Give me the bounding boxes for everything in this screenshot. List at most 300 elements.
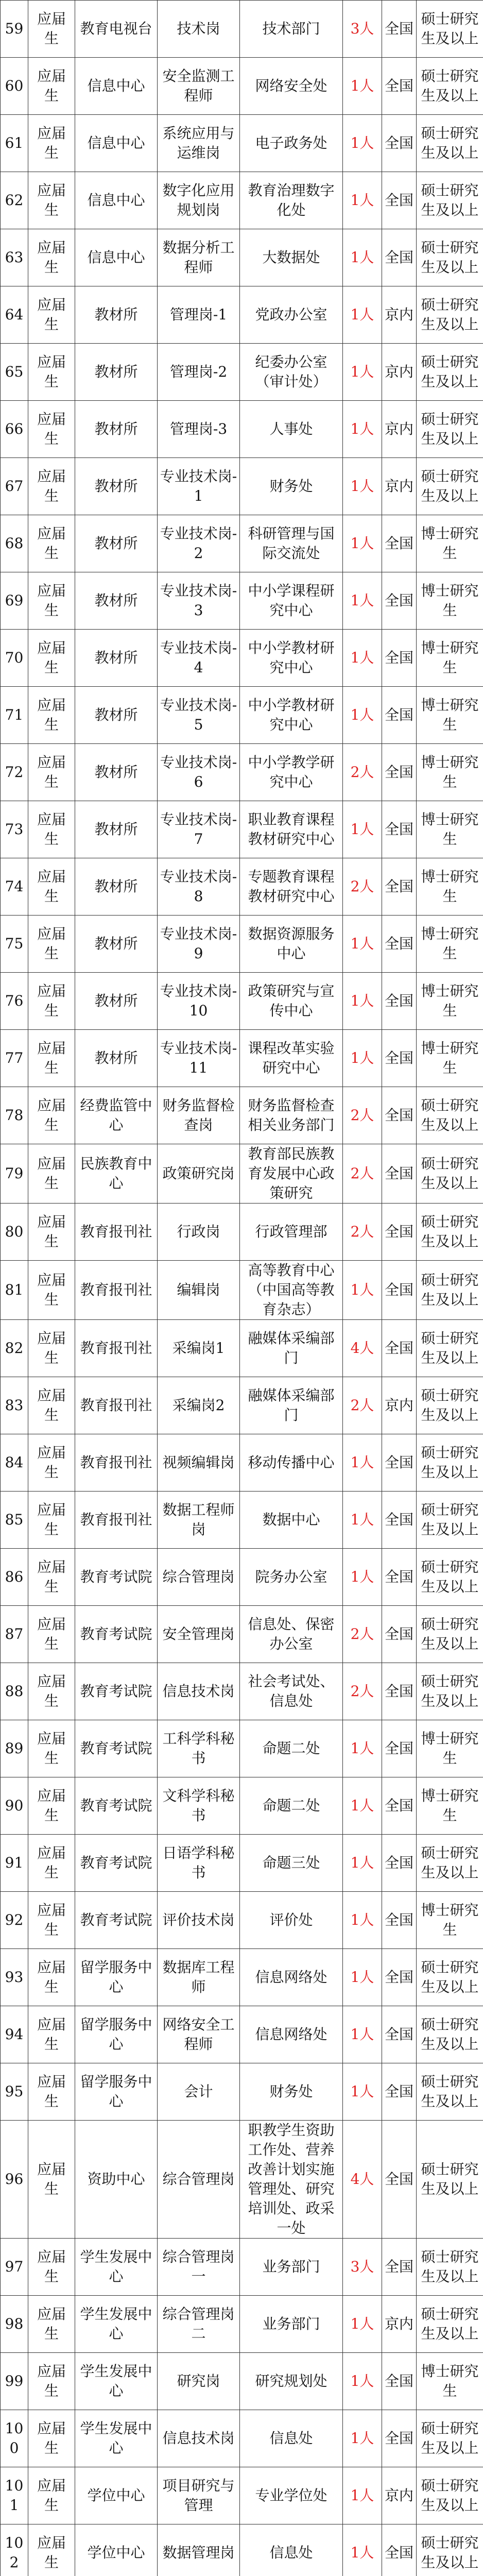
- department-cell: 融媒体采编部门: [240, 1377, 343, 1434]
- headcount-cell: 1人: [343, 115, 382, 172]
- recruit-scope-cell: 全国: [382, 1030, 417, 1087]
- row-number-cell: 91: [1, 1835, 28, 1892]
- unit-name-cell: 教材所: [75, 801, 158, 858]
- applicant-type-cell: 应届生: [28, 1892, 75, 1949]
- recruit-scope-cell: 京内: [382, 458, 417, 515]
- table-row: [1, 1835, 483, 1892]
- unit-name-cell: 教材所: [75, 630, 158, 687]
- row-number-cell: 66: [1, 401, 28, 458]
- row-number-cell: 72: [1, 744, 28, 801]
- applicant-type-cell: 应届生: [28, 1030, 75, 1087]
- recruit-scope-cell: 全国: [382, 744, 417, 801]
- table-row: [1, 630, 483, 687]
- applicant-type-cell: 应届生: [28, 1144, 75, 1204]
- department-cell: 研究规划处: [240, 2353, 343, 2410]
- education-requirement-cell: 硕士研究生及以上: [417, 2239, 483, 2296]
- recruit-scope-cell: 全国: [382, 1, 417, 58]
- applicant-type-cell: 应届生: [28, 115, 75, 172]
- table-row: [1, 229, 483, 286]
- unit-name-cell: 学生发展中心: [75, 2239, 158, 2296]
- education-requirement-cell: 硕士研究生及以上: [417, 1949, 483, 2006]
- headcount-cell: 1人: [343, 2524, 382, 2576]
- table-row: [1, 2006, 483, 2063]
- department-cell: 教育部民族教育发展中心政策研究: [240, 1144, 343, 1204]
- headcount-cell: 4人: [343, 1320, 382, 1377]
- table-row: [1, 1549, 483, 1606]
- unit-name-cell: 信息中心: [75, 172, 158, 229]
- table-row: [1, 2524, 483, 2576]
- recruit-scope-cell: 全国: [382, 58, 417, 115]
- post-name-cell: 专业技术岗-9: [158, 916, 240, 973]
- unit-name-cell: 民族教育中心: [75, 1144, 158, 1204]
- headcount-cell: 1人: [343, 916, 382, 973]
- applicant-type-cell: 应届生: [28, 2006, 75, 2063]
- row-number-cell: 61: [1, 115, 28, 172]
- applicant-type-cell: 应届生: [28, 630, 75, 687]
- applicant-type-cell: 应届生: [28, 973, 75, 1030]
- education-requirement-cell: 硕士研究生及以上: [417, 1835, 483, 1892]
- post-name-cell: 信息技术岗: [158, 2410, 240, 2467]
- row-number-cell: 82: [1, 1320, 28, 1377]
- applicant-type-cell: 应届生: [28, 229, 75, 286]
- headcount-cell: 1人: [343, 58, 382, 115]
- headcount-cell: 1人: [343, 2467, 382, 2524]
- row-number-cell: 69: [1, 572, 28, 630]
- applicant-type-cell: 应届生: [28, 1087, 75, 1144]
- department-cell: 信息处: [240, 2524, 343, 2576]
- post-name-cell: 项目研究与管理: [158, 2467, 240, 2524]
- applicant-type-cell: 应届生: [28, 2353, 75, 2410]
- row-number-cell: 77: [1, 1030, 28, 1087]
- education-requirement-cell: 硕士研究生及以上: [417, 344, 483, 401]
- education-requirement-cell: 硕士研究生及以上: [417, 1377, 483, 1434]
- post-name-cell: 网络安全工程师: [158, 2006, 240, 2063]
- education-requirement-cell: 硕士研究生及以上: [417, 2467, 483, 2524]
- table-row: [1, 1320, 483, 1377]
- row-number-cell: 100: [1, 2410, 28, 2467]
- recruit-scope-cell: 全国: [382, 973, 417, 1030]
- recruit-scope-cell: 全国: [382, 2353, 417, 2410]
- applicant-type-cell: 应届生: [28, 1204, 75, 1261]
- unit-name-cell: 教材所: [75, 401, 158, 458]
- row-number-cell: 86: [1, 1549, 28, 1606]
- row-number-cell: 92: [1, 1892, 28, 1949]
- unit-name-cell: 教育考试院: [75, 1777, 158, 1835]
- headcount-cell: 1人: [343, 458, 382, 515]
- unit-name-cell: 教材所: [75, 744, 158, 801]
- table-row: [1, 687, 483, 744]
- table-row: [1, 858, 483, 916]
- row-number-cell: 102: [1, 2524, 28, 2576]
- post-name-cell: 专业技术岗-11: [158, 1030, 240, 1087]
- education-requirement-cell: 硕士研究生及以上: [417, 1663, 483, 1720]
- post-name-cell: 综合管理岗: [158, 2121, 240, 2239]
- unit-name-cell: 教材所: [75, 858, 158, 916]
- recruit-scope-cell: 全国: [382, 687, 417, 744]
- post-name-cell: 评价技术岗: [158, 1892, 240, 1949]
- post-name-cell: 文科学科秘书: [158, 1777, 240, 1835]
- table-row: [1, 2410, 483, 2467]
- recruit-scope-cell: 全国: [382, 801, 417, 858]
- headcount-cell: 1人: [343, 344, 382, 401]
- unit-name-cell: 教育报刊社: [75, 1204, 158, 1261]
- headcount-cell: 1人: [343, 2353, 382, 2410]
- table-row: [1, 1, 483, 58]
- table-row: [1, 1663, 483, 1720]
- headcount-cell: 2人: [343, 1204, 382, 1261]
- table-row: [1, 2296, 483, 2353]
- education-requirement-cell: 硕士研究生及以上: [417, 1320, 483, 1377]
- department-cell: 人事处: [240, 401, 343, 458]
- education-requirement-cell: 硕士研究生及以上: [417, 1, 483, 58]
- table-body: [1, 1, 483, 2576]
- table-row: [1, 1377, 483, 1434]
- post-name-cell: 数字化应用规划岗: [158, 172, 240, 229]
- post-name-cell: 数据工程师岗: [158, 1492, 240, 1549]
- post-name-cell: 数据库工程师: [158, 1949, 240, 2006]
- education-requirement-cell: 硕士研究生及以上: [417, 458, 483, 515]
- department-cell: 纪委办公室（审计处）: [240, 344, 343, 401]
- recruit-scope-cell: 全国: [382, 858, 417, 916]
- department-cell: 政策研究与宣传中心: [240, 973, 343, 1030]
- recruit-scope-cell: 全国: [382, 1087, 417, 1144]
- applicant-type-cell: 应届生: [28, 1, 75, 58]
- row-number-cell: 89: [1, 1720, 28, 1777]
- row-number-cell: 96: [1, 2121, 28, 2239]
- department-cell: 业务部门: [240, 2239, 343, 2296]
- headcount-cell: 1人: [343, 1892, 382, 1949]
- table-row: [1, 1144, 483, 1204]
- unit-name-cell: 教育考试院: [75, 1720, 158, 1777]
- recruit-scope-cell: 全国: [382, 1720, 417, 1777]
- unit-name-cell: 教育考试院: [75, 1549, 158, 1606]
- education-requirement-cell: 硕士研究生及以上: [417, 1087, 483, 1144]
- recruit-scope-cell: 全国: [382, 2239, 417, 2296]
- unit-name-cell: 信息中心: [75, 58, 158, 115]
- post-name-cell: 专业技术岗-10: [158, 973, 240, 1030]
- recruit-scope-cell: 京内: [382, 344, 417, 401]
- row-number-cell: 64: [1, 286, 28, 344]
- applicant-type-cell: 应届生: [28, 801, 75, 858]
- row-number-cell: 73: [1, 801, 28, 858]
- unit-name-cell: 留学服务中心: [75, 2006, 158, 2063]
- department-cell: 社会考试处、信息处: [240, 1663, 343, 1720]
- recruit-scope-cell: 全国: [382, 1606, 417, 1663]
- education-requirement-cell: 硕士研究生及以上: [417, 1434, 483, 1492]
- headcount-cell: 1人: [343, 572, 382, 630]
- post-name-cell: 专业技术岗-2: [158, 515, 240, 572]
- headcount-cell: 1人: [343, 1949, 382, 2006]
- table-row: [1, 2063, 483, 2121]
- row-number-cell: 81: [1, 1261, 28, 1320]
- post-name-cell: 信息技术岗: [158, 1663, 240, 1720]
- recruit-scope-cell: 全国: [382, 1835, 417, 1892]
- applicant-type-cell: 应届生: [28, 1777, 75, 1835]
- post-name-cell: 管理岗-3: [158, 401, 240, 458]
- post-name-cell: 数据管理岗: [158, 2524, 240, 2576]
- education-requirement-cell: 博士研究生: [417, 1030, 483, 1087]
- headcount-cell: 1人: [343, 2063, 382, 2121]
- table-row: [1, 286, 483, 344]
- table-row: [1, 916, 483, 973]
- table-row: [1, 458, 483, 515]
- education-requirement-cell: 硕士研究生及以上: [417, 172, 483, 229]
- department-cell: 中小学教材研究中心: [240, 630, 343, 687]
- headcount-cell: 1人: [343, 1777, 382, 1835]
- department-cell: 信息网络处: [240, 1949, 343, 2006]
- table-row: [1, 1434, 483, 1492]
- unit-name-cell: 信息中心: [75, 115, 158, 172]
- education-requirement-cell: 博士研究生: [417, 687, 483, 744]
- unit-name-cell: 教材所: [75, 344, 158, 401]
- row-number-cell: 97: [1, 2239, 28, 2296]
- post-name-cell: 编辑岗: [158, 1261, 240, 1320]
- applicant-type-cell: 应届生: [28, 172, 75, 229]
- unit-name-cell: 教育电视台: [75, 1, 158, 58]
- department-cell: 党政办公室: [240, 286, 343, 344]
- education-requirement-cell: 博士研究生: [417, 630, 483, 687]
- applicant-type-cell: 应届生: [28, 515, 75, 572]
- applicant-type-cell: 应届生: [28, 1434, 75, 1492]
- unit-name-cell: 教育考试院: [75, 1892, 158, 1949]
- education-requirement-cell: 硕士研究生及以上: [417, 2063, 483, 2121]
- recruit-scope-cell: 全国: [382, 1204, 417, 1261]
- education-requirement-cell: 博士研究生: [417, 744, 483, 801]
- unit-name-cell: 经费监管中心: [75, 1087, 158, 1144]
- applicant-type-cell: 应届生: [28, 1492, 75, 1549]
- unit-name-cell: 学位中心: [75, 2524, 158, 2576]
- recruit-scope-cell: 全国: [382, 1892, 417, 1949]
- table-row: [1, 1261, 483, 1320]
- headcount-cell: 3人: [343, 1, 382, 58]
- department-cell: 高等教育中心（中国高等教育杂志）: [240, 1261, 343, 1320]
- department-cell: 技术部门: [240, 1, 343, 58]
- education-requirement-cell: 硕士研究生及以上: [417, 1549, 483, 1606]
- department-cell: 中小学教学研究中心: [240, 744, 343, 801]
- row-number-cell: 95: [1, 2063, 28, 2121]
- applicant-type-cell: 应届生: [28, 1949, 75, 2006]
- headcount-cell: 4人: [343, 2121, 382, 2239]
- headcount-cell: 2人: [343, 744, 382, 801]
- row-number-cell: 99: [1, 2353, 28, 2410]
- unit-name-cell: 教育报刊社: [75, 1377, 158, 1434]
- unit-name-cell: 资助中心: [75, 2121, 158, 2239]
- row-number-cell: 80: [1, 1204, 28, 1261]
- applicant-type-cell: 应届生: [28, 344, 75, 401]
- education-requirement-cell: 硕士研究生及以上: [417, 2410, 483, 2467]
- applicant-type-cell: 应届生: [28, 2296, 75, 2353]
- recruit-scope-cell: 全国: [382, 630, 417, 687]
- department-cell: 财务监督检查相关业务部门: [240, 1087, 343, 1144]
- headcount-cell: 1人: [343, 1492, 382, 1549]
- recruit-scope-cell: 全国: [382, 1434, 417, 1492]
- education-requirement-cell: 硕士研究生及以上: [417, 1144, 483, 1204]
- unit-name-cell: 教育报刊社: [75, 1492, 158, 1549]
- unit-name-cell: 教材所: [75, 1030, 158, 1087]
- unit-name-cell: 学位中心: [75, 2467, 158, 2524]
- education-requirement-cell: 硕士研究生及以上: [417, 2524, 483, 2576]
- department-cell: 命题二处: [240, 1720, 343, 1777]
- post-name-cell: 专业技术岗-6: [158, 744, 240, 801]
- department-cell: 网络安全处: [240, 58, 343, 115]
- row-number-cell: 87: [1, 1606, 28, 1663]
- department-cell: 命题三处: [240, 1835, 343, 1892]
- post-name-cell: 政策研究岗: [158, 1144, 240, 1204]
- post-name-cell: 系统应用与运维岗: [158, 115, 240, 172]
- post-name-cell: 综合管理岗: [158, 1549, 240, 1606]
- applicant-type-cell: 应届生: [28, 2410, 75, 2467]
- applicant-type-cell: 应届生: [28, 1549, 75, 1606]
- row-number-cell: 59: [1, 1, 28, 58]
- post-name-cell: 视频编辑岗: [158, 1434, 240, 1492]
- headcount-cell: 1人: [343, 687, 382, 744]
- education-requirement-cell: 硕士研究生及以上: [417, 286, 483, 344]
- row-number-cell: 62: [1, 172, 28, 229]
- table-row: [1, 2353, 483, 2410]
- row-number-cell: 79: [1, 1144, 28, 1204]
- unit-name-cell: 教材所: [75, 687, 158, 744]
- headcount-cell: 1人: [343, 1720, 382, 1777]
- education-requirement-cell: 博士研究生: [417, 1892, 483, 1949]
- department-cell: 财务处: [240, 458, 343, 515]
- department-cell: 职教学生资助工作处、营养改善计划实施管理处、研究培训处、政采一处: [240, 2121, 343, 2239]
- row-number-cell: 75: [1, 916, 28, 973]
- table-row: [1, 1204, 483, 1261]
- applicant-type-cell: 应届生: [28, 401, 75, 458]
- row-number-cell: 65: [1, 344, 28, 401]
- unit-name-cell: 教育考试院: [75, 1835, 158, 1892]
- unit-name-cell: 教材所: [75, 916, 158, 973]
- table-row: [1, 172, 483, 229]
- recruit-scope-cell: 全国: [382, 572, 417, 630]
- row-number-cell: 76: [1, 973, 28, 1030]
- department-cell: 教育治理数字化处: [240, 172, 343, 229]
- unit-name-cell: 学生发展中心: [75, 2410, 158, 2467]
- applicant-type-cell: 应届生: [28, 286, 75, 344]
- headcount-cell: 1人: [343, 2410, 382, 2467]
- department-cell: 评价处: [240, 1892, 343, 1949]
- recruit-scope-cell: 京内: [382, 2296, 417, 2353]
- row-number-cell: 88: [1, 1663, 28, 1720]
- department-cell: 信息处、保密办公室: [240, 1606, 343, 1663]
- post-name-cell: 专业技术岗-4: [158, 630, 240, 687]
- applicant-type-cell: 应届生: [28, 2063, 75, 2121]
- department-cell: 行政管理部: [240, 1204, 343, 1261]
- headcount-cell: 3人: [343, 2239, 382, 2296]
- table-row: [1, 344, 483, 401]
- recruit-scope-cell: 京内: [382, 401, 417, 458]
- education-requirement-cell: 硕士研究生及以上: [417, 1261, 483, 1320]
- department-cell: 业务部门: [240, 2296, 343, 2353]
- recruit-scope-cell: 全国: [382, 2006, 417, 2063]
- table-row: [1, 115, 483, 172]
- applicant-type-cell: 应届生: [28, 2467, 75, 2524]
- department-cell: 专业学位处: [240, 2467, 343, 2524]
- post-name-cell: 技术岗: [158, 1, 240, 58]
- applicant-type-cell: 应届生: [28, 1606, 75, 1663]
- recruit-scope-cell: 全国: [382, 1949, 417, 2006]
- department-cell: 财务处: [240, 2063, 343, 2121]
- post-name-cell: 管理岗-2: [158, 344, 240, 401]
- applicant-type-cell: 应届生: [28, 572, 75, 630]
- education-requirement-cell: 博士研究生: [417, 973, 483, 1030]
- unit-name-cell: 学生发展中心: [75, 2353, 158, 2410]
- post-name-cell: 安全管理岗: [158, 1606, 240, 1663]
- headcount-cell: 1人: [343, 515, 382, 572]
- table-row: [1, 515, 483, 572]
- headcount-cell: 1人: [343, 286, 382, 344]
- unit-name-cell: 信息中心: [75, 229, 158, 286]
- recruit-scope-cell: 全国: [382, 2524, 417, 2576]
- recruit-scope-cell: 全国: [382, 1320, 417, 1377]
- applicant-type-cell: 应届生: [28, 916, 75, 973]
- unit-name-cell: 留学服务中心: [75, 1949, 158, 2006]
- applicant-type-cell: 应届生: [28, 2524, 75, 2576]
- unit-name-cell: 教育报刊社: [75, 1320, 158, 1377]
- table-row: [1, 1606, 483, 1663]
- education-requirement-cell: 硕士研究生及以上: [417, 1492, 483, 1549]
- department-cell: 数据资源服务中心: [240, 916, 343, 973]
- headcount-cell: 1人: [343, 630, 382, 687]
- row-number-cell: 98: [1, 2296, 28, 2353]
- unit-name-cell: 教材所: [75, 515, 158, 572]
- education-requirement-cell: 硕士研究生及以上: [417, 2296, 483, 2353]
- applicant-type-cell: 应届生: [28, 687, 75, 744]
- education-requirement-cell: 博士研究生: [417, 916, 483, 973]
- department-cell: 专题教育课程教材研究中心: [240, 858, 343, 916]
- post-name-cell: 安全监测工程师: [158, 58, 240, 115]
- row-number-cell: 78: [1, 1087, 28, 1144]
- headcount-cell: 1人: [343, 401, 382, 458]
- education-requirement-cell: 博士研究生: [417, 572, 483, 630]
- education-requirement-cell: 硕士研究生及以上: [417, 1606, 483, 1663]
- education-requirement-cell: 博士研究生: [417, 858, 483, 916]
- headcount-cell: 2人: [343, 1377, 382, 1434]
- row-number-cell: 71: [1, 687, 28, 744]
- row-number-cell: 63: [1, 229, 28, 286]
- recruit-scope-cell: 全国: [382, 515, 417, 572]
- row-number-cell: 74: [1, 858, 28, 916]
- post-name-cell: 研究岗: [158, 2353, 240, 2410]
- unit-name-cell: 教育报刊社: [75, 1434, 158, 1492]
- row-number-cell: 101: [1, 2467, 28, 2524]
- headcount-cell: 1人: [343, 172, 382, 229]
- recruit-scope-cell: 全国: [382, 1492, 417, 1549]
- department-cell: 课程改革实验研究中心: [240, 1030, 343, 1087]
- table-row: [1, 2239, 483, 2296]
- table-row: [1, 572, 483, 630]
- education-requirement-cell: 硕士研究生及以上: [417, 58, 483, 115]
- row-number-cell: 83: [1, 1377, 28, 1434]
- recruit-scope-cell: 全国: [382, 2121, 417, 2239]
- education-requirement-cell: 博士研究生: [417, 801, 483, 858]
- recruit-scope-cell: 全国: [382, 1549, 417, 1606]
- row-number-cell: 90: [1, 1777, 28, 1835]
- headcount-cell: 1人: [343, 229, 382, 286]
- department-cell: 移动传播中心: [240, 1434, 343, 1492]
- post-name-cell: 采编岗2: [158, 1377, 240, 1434]
- table-row: [1, 1949, 483, 2006]
- department-cell: 中小学教材研究中心: [240, 687, 343, 744]
- education-requirement-cell: 硕士研究生及以上: [417, 1204, 483, 1261]
- post-name-cell: 管理岗-1: [158, 286, 240, 344]
- headcount-cell: 2人: [343, 1606, 382, 1663]
- headcount-cell: 1人: [343, 2006, 382, 2063]
- row-number-cell: 93: [1, 1949, 28, 2006]
- post-name-cell: 专业技术岗-5: [158, 687, 240, 744]
- recruit-scope-cell: 全国: [382, 115, 417, 172]
- recruit-scope-cell: 全国: [382, 1663, 417, 1720]
